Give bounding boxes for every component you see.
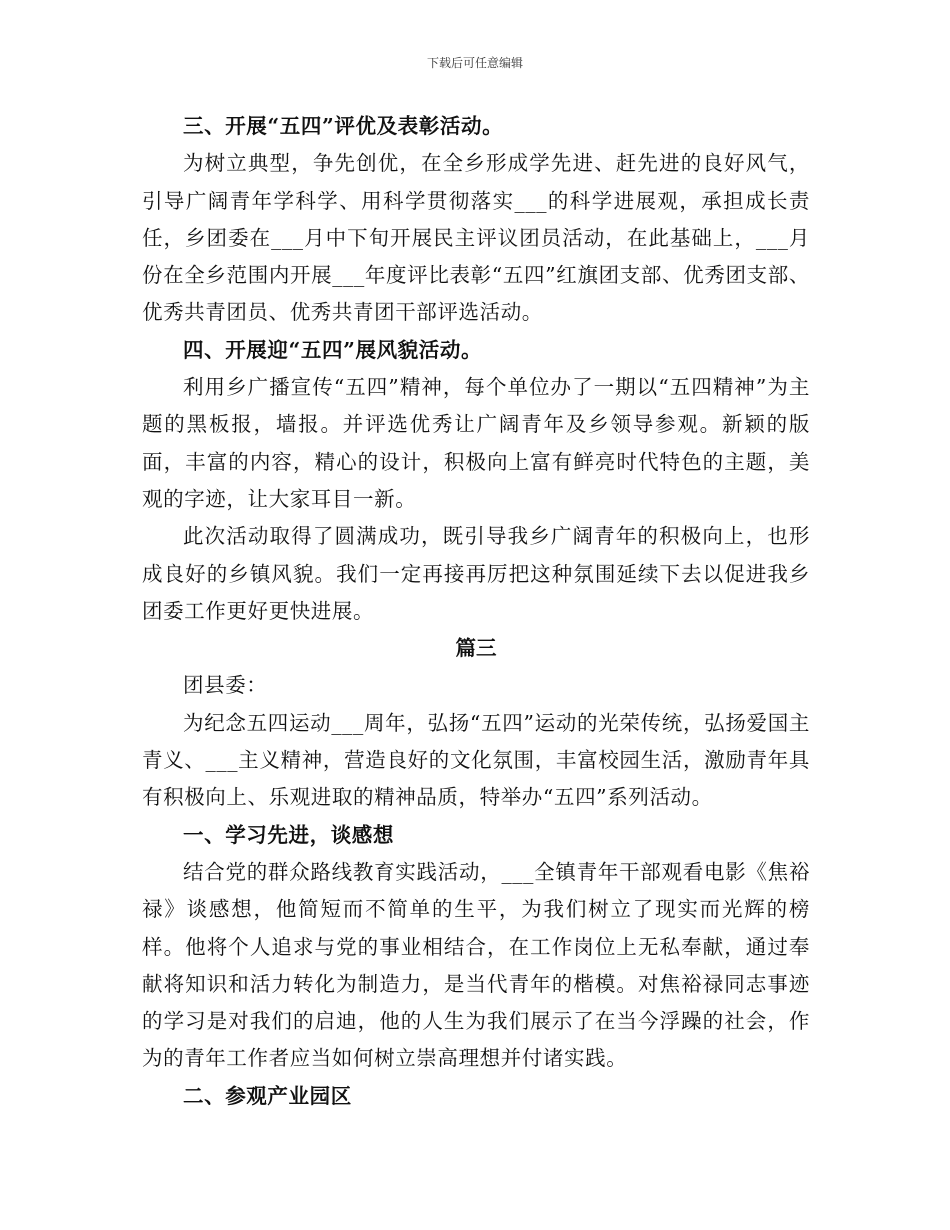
document-body xyxy=(142,108,810,1115)
salutation: 团县委： xyxy=(183,673,268,698)
paragraph-blackboard: 利用乡广播宣传“五四”精神，每个单位办了一期以“五四精神”为主题的黑板报，墙报。并评选优秀让广阔青年及乡领导参观。新颖的版面，丰富的内容，精心的设计，积极向上富有鲜亮时代特色的主题，美观的字迹，让大家耳目一新。 xyxy=(142,375,810,511)
section-heading-4: 四、开展迎“五四”展风貌活动。 xyxy=(183,337,483,362)
section-heading-1: 一、学习先进，谈感想 xyxy=(183,822,394,847)
section-heading-2: 二、参观产业园区 xyxy=(183,1083,352,1108)
paragraph-intro: 为纪念五四运动___周年，弘扬“五四”运动的光荣传统，弘扬爱国主青义、___主义精神，营造良好的文化氛围，丰富校园生活，激励青年具有积极向上、乐观进取的精神品质，特举办“五四”系列活动。 xyxy=(142,710,810,810)
part-title: 篇三 xyxy=(455,636,497,661)
section-heading-3: 三、开展“五四”评优及表彰活动。 xyxy=(183,114,504,138)
page-header: 下载后可任意编辑 xyxy=(426,56,523,70)
paragraph-awards: 为树立典型，争先创优，在全乡形成学先进、赶先进的良好风气，引导广阔青年学科学、用科学贯彻落实___的科学进展观，承担成长责任，乡团委在___月中下旬开展民主评议团员活动，在此基础上，___月份在全乡范围内开展___年度评比表彰“五四”红旗团支部、优秀团支部、优秀共青团员、优秀共青团干部评选活动。 xyxy=(142,151,810,325)
paragraph-learning: 结合党的群众路线教育实践活动，___全镇青年干部观看电影《焦裕禄》谈感想，他简短而不简单的生平，为我们树立了现实而光辉的榜样。他将个人追求与党的事业相结合，在工作岗位上无私奉献，通过奉献将知识和活力转化为制造力，是当代青年的楷模。对焦裕禄同志事迹的学习是对我们的启迪，他的人生为我们展示了在当今浮躁的社会，作为的青年工作者应当如何树立崇高理想并付诸实践。 xyxy=(142,859,810,1071)
paragraph-conclusion: 此次活动取得了圆满成功，既引导我乡广阔青年的积极向上，也形成良好的乡镇风貌。我们一定再接再厉把这种氛围延续下去以促进我乡团委工作更好更快进展。 xyxy=(142,524,810,623)
